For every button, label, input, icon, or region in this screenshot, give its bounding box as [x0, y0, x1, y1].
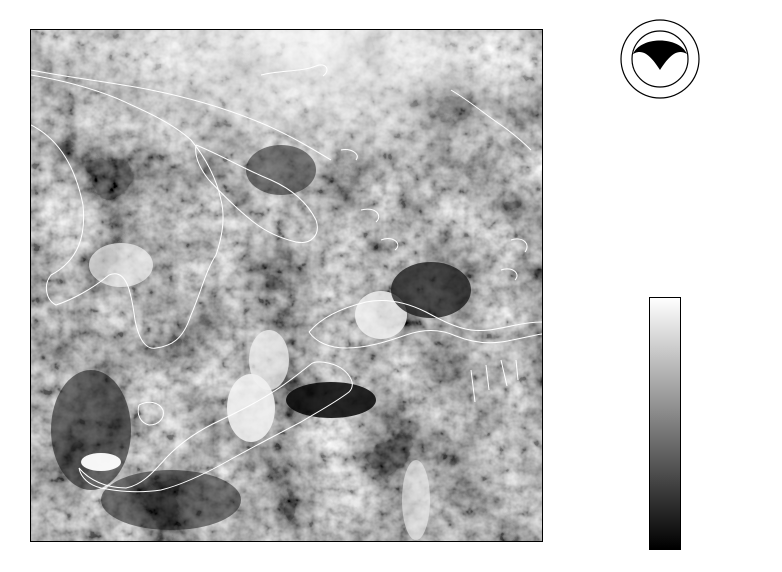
noaa-logo [619, 18, 701, 110]
cloud-patch [89, 243, 153, 287]
cloud-patch [81, 453, 121, 471]
clear-area [51, 370, 131, 490]
clear-area [101, 470, 241, 530]
reflectance-colorbar [649, 297, 681, 550]
clear-area [286, 382, 376, 418]
clear-area [246, 145, 316, 195]
satellite-map-svg [31, 30, 542, 541]
cloud-patch [402, 460, 430, 540]
clear-area [391, 262, 471, 318]
satellite-map [30, 29, 543, 542]
cloud-patch [249, 330, 289, 390]
acquisition-datetime [566, 163, 772, 174]
